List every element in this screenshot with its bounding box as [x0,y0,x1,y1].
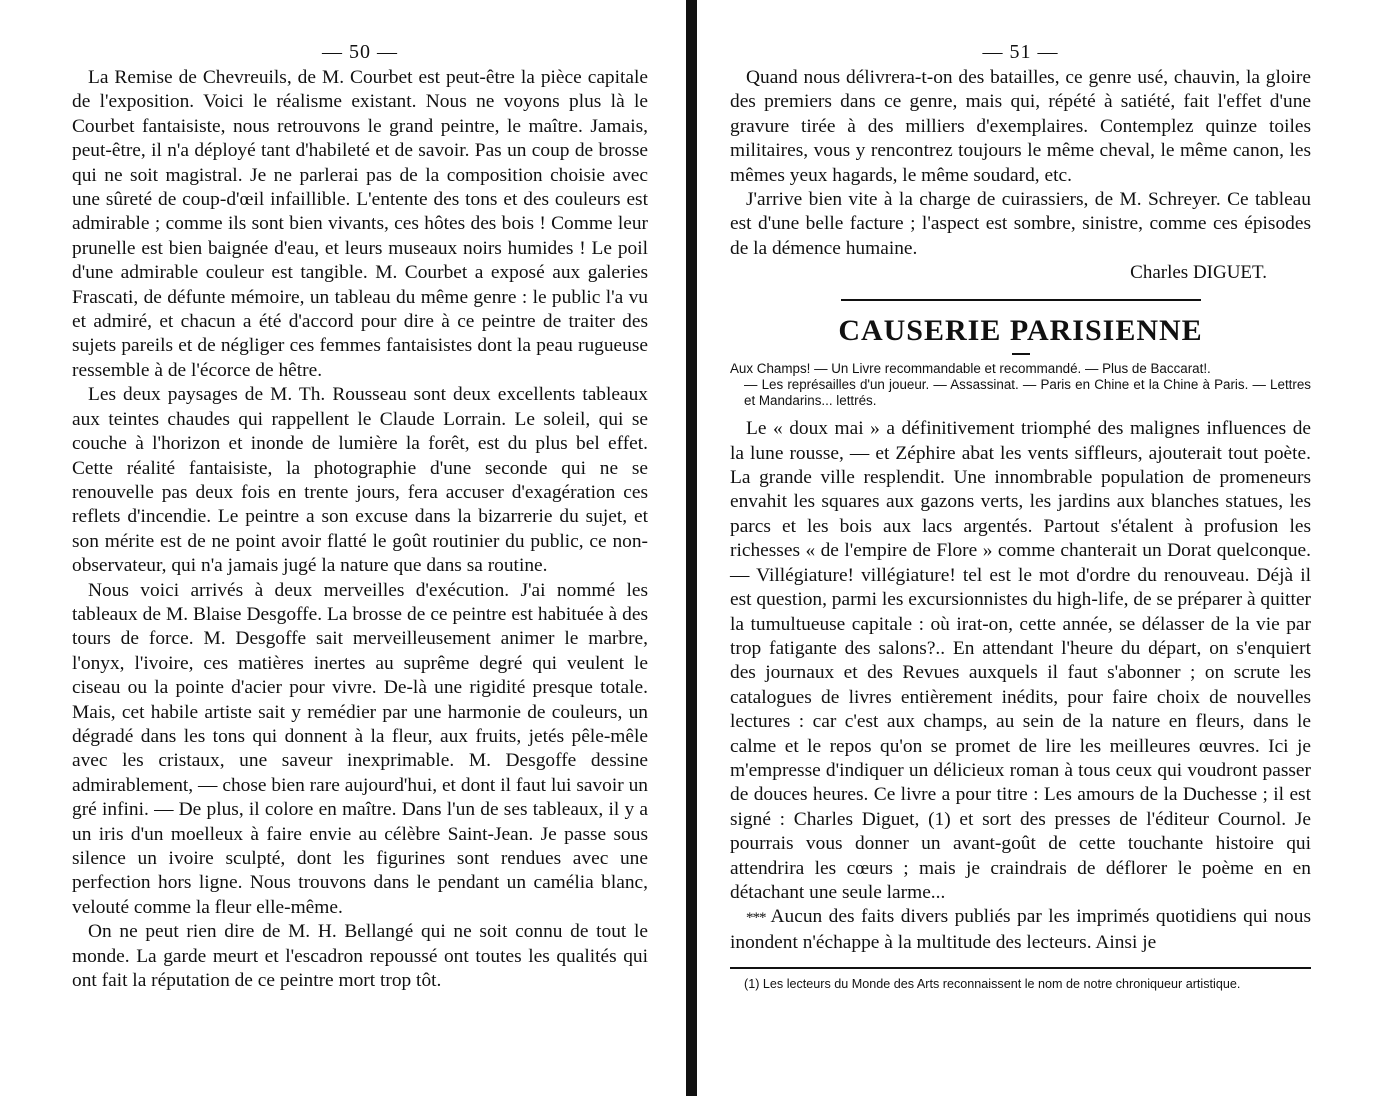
paragraph-bellange: On ne peut rien dire de M. H. Bellangé qui ne soit connu de tout le monde. La garde meurt et l'escadron repoussé ont toutes les qualités qui ont fait la réputation de ce peintre mort trop tôt. [72,921,648,992]
left-page [0,0,686,1096]
summary-line-1: Aux Champs! — Un Livre recommandable et recommandé. — Plus de Baccarat!. [730,361,1211,377]
paragraph-batailles: Quand nous délivrera-t-on des batailles, ce genre usé, chauvin, la gloire des premiers dans ce genre, mais qui, répété à satiété, fait l'effet d'une gravure tirée à des milliers d'exemplaires. Contemplez quinze toiles militaires, vous y rencontrez toujours le même cheval, le même canon, les mêmes yeux hagards, le même soudard, etc. [730,67,1311,186]
paragraph-desgoffe: Nous voici arrivés à deux merveilles d'exécution. J'ai nommé les tableaux de M. Blaise Desgoffe. La brosse de ce peintre est habituée à des tours de force. M. Desgoffe sait merveilleusement animer le marbre, l'onyx, l'ivoire, ces matières inertes au suprême degré qui veulent le ciseau ou la pointe d'acier pour vivre. De-là une rigidité presque totale. Mais, cet habile artiste sait y remédier par une harmonie de couleurs, un dégradé dans les tons qui donnent à la fleur, aux fruits, jetés pêle-mêle avec les cristaux, une saveur inexprimable. M. Desgoffe dessine admirablement, — chose bien rare aujourd'hui, et dont il faut lui savoir un gré infini. — De plus, il colore en maître. Dans l'un de ses tableaux, il y a un iris d'un moelleux à faire envie au célèbre Saint-Jean. Je passe sous silence un ivoire sculpté, dont les figurines sont rendues avec une perfection hors ligne. Nous trouvons dans le pendant un camélia blanc, velouté comme la fleur elle-même. [72,579,648,918]
right-page [700,0,1373,1096]
author-signature: Charles DIGUET. [1130,262,1267,284]
section-divider [841,299,1201,301]
heading-dash [1012,353,1030,355]
paragraph-rousseau: Les deux paysages de M. Th. Rousseau sont deux excellents tableaux aux teintes chaudes qui rappellent le Claude Lorrain. Le soleil, qui se couche à l'horizon et inonde de lumière la forêt, est du plus bel effet. Cette réalité fantaisiste, la photographie d'une seconde qui ne se renouvelle pas deux fois en trente jours, fera accuser d'exagération ces reflets d'incendie. Le peintre a son excuse dans la bizarrerie du sujet, et son mérite est de ne point avoir flatté le goût routinier du public, ce non-observateur, qui n'a jamais jugé la nature que dans sa routine. [72,384,648,577]
paragraph-faits-divers [730,905,1311,955]
page-number-right: — 51 — [982,41,1059,63]
paragraph-doux-mai: Le « doux mai » a définitivement triomphé des malignes influences de la lune rousse, — et Zéphire abat les vents siffleurs, ajouterait tout poète. La grande ville resplendit. Une innombrable population de promeneurs envahit les squares aux gazons verts, les jardins aux blanches statues, les parcs et les bois aux lacs argentés. Partout s'étalent à profusion les richesses « de l'empire de Flore » comme chanterait un Dorat quelconque. — Villégiature! villégiature! tel est le mot d'ordre du renouveau. Déjà il est question, parmi les excursionnistes du high-life, de se préparer à quitter la tumultueuse capitale : où irat-on, cette année, se délasser de la vie par trop fatigante des salons?.. En attendant l'heure du départ, on s'enquiert des journaux et des Revues auxquels il faut s'abonner ; on scrute les catalogues de livres entièrement inédits, pour faire choix de nouvelles lectures : car c'est aux champs, au sein de la nature en fleurs, dans le calme et le repos qu'on se promet de lire les meilleures œuvres. Ici je m'empresse d'indiquer un délicieux roman à tous ceux qui voudront passer de douces heures. Ce livre a pour titre : Les amours de la Duchesse ; il est signé : Charles Diguet, (1) et sort des presses de l'éditeur Cournol. Je pourrais vous donner un avant-goût de cette touchante histoire qui attendrira les cœurs ; mais je craindrais de déflorer le poème en en détachant une seule larme... [730,418,1312,903]
section-summary [730,361,1311,409]
paragraph-courbet: La Remise de Chevreuils, de M. Courbet est peut-être la pièce capitale de l'exposition. Voici le réalisme existant. Nous ne voyons plus là le Courbet fantaisiste, nous retrouvons le grand peintre, le maître. Jamais, peut-être, il n'a déployé tant d'habileté et de savoir. Pas un coup de brosse qui ne soit magistral. Je ne parlerai pas de la composition choisie avec une sûreté de coup-d'œil infaillible. L'entente des tons et des couleurs est admirable ; comme ils sont bien vivants, ces hôtes des bois ! Comme leur prunelle est bien baignée d'eau, et leurs museaux noirs humides ! Le poil d'une admirable couleur est tangible. M. Courbet a exposé aux galeries Frascati, de défunte mémoire, un tableau du même genre : le public l'a vu et admiré, et chacun a été d'accord pour dire à ce peintre de traiter des sujets pareils et de négliger ces femmes fantaisistes dont la peau rugueuse ressemble à de l'écorce de hêtre. [72,67,648,381]
footnote: (1) Les lecteurs du Monde des Arts reconnaissent le nom de notre chroniqueur artistique. [744,977,1241,992]
summary-line-2: — Les représailles d'un joueur. — Assassinat. — Paris en Chine et la Chine à Paris. — Lettres et Mandarins... lettrés. [744,377,1311,409]
book-gutter [686,0,697,1096]
faits-divers-text: Aucun des faits divers publiés par les imprimés quotidiens qui nous inondent n'échappe à la multitude des lecteurs. Ainsi je [730,906,1311,953]
page-number-left: — 50 — [322,41,398,63]
paragraph-schreyer: J'arrive bien vite à la charge de cuirassiers, de M. Schreyer. Ce tableau est d'une belle facture ; l'aspect est sombre, sinistre, comme ces épisodes de la démence humaine. [730,189,1311,259]
section-heading: CAUSERIE PARISIENNE [838,314,1203,348]
footnote-rule [730,967,1311,969]
asterism: * * * [746,910,765,927]
